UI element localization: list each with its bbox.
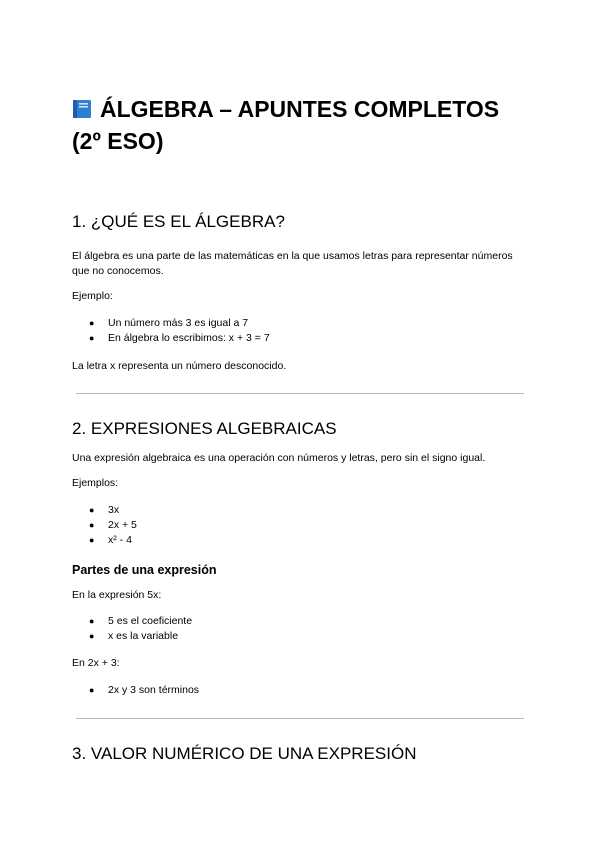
bullet-icon: ● [89, 616, 95, 626]
section-2-examples-list [72, 503, 528, 548]
bullet-icon: ● [89, 318, 95, 328]
bullet-icon: ● [89, 535, 95, 545]
list-item: ● x² - 4 [89, 534, 132, 546]
list-item: ● En álgebra lo escribimos: x + 3 = 7 [89, 332, 270, 344]
bullet-icon: ● [89, 333, 95, 343]
expression-2-label: En 2x + 3: [72, 657, 120, 669]
expression-2-list [72, 683, 528, 698]
section-1-intro: El álgebra es una parte de las matemáticas en la que usamos letras para representar números que no conocemos. [72, 250, 513, 277]
expression-1-label: En la expresión 5x: [72, 589, 162, 601]
section-2-subheading: Partes de una expresión [72, 563, 217, 577]
bullet-icon: ● [89, 685, 95, 695]
section-2-heading: 2. EXPRESIONES ALGEBRAICAS [72, 419, 337, 438]
list-item: ● 5 es el coeficiente [89, 615, 193, 627]
list-item: ● x es la variable [89, 630, 179, 642]
section-3-heading: 3. VALOR NUMÉRICO DE UNA EXPRESIÓN [72, 744, 417, 763]
section-2-examples-label: Ejemplos: [72, 477, 119, 489]
list-item: ● Un número más 3 es igual a 7 [89, 317, 249, 329]
bullet-icon: ● [89, 520, 95, 530]
bullet-icon: ● [89, 631, 95, 641]
section-1-heading: 1. ¿QUÉ ES EL ÁLGEBRA? [72, 212, 285, 231]
expression-1-list [72, 614, 528, 644]
blue-book-icon [72, 99, 92, 119]
document-title-text: ÁLGEBRA – APUNTES COMPLETOS (2º ESO) [72, 96, 500, 154]
bullet-icon: ● [89, 505, 95, 515]
document-title [72, 93, 528, 157]
list-item: ● 2x + 5 [89, 519, 137, 531]
list-item: ● 3x [89, 504, 120, 516]
document-content [72, 93, 528, 765]
section-1-example-list [72, 316, 528, 346]
section-1-note: La letra x representa un número desconocido. [72, 360, 287, 372]
list-item: ● 2x y 3 son términos [89, 684, 200, 696]
section-1-example-label: Ejemplo: [72, 290, 113, 302]
section-2-intro: Una expresión algebraica es una operación con números y letras, pero sin el signo igual. [72, 452, 486, 464]
